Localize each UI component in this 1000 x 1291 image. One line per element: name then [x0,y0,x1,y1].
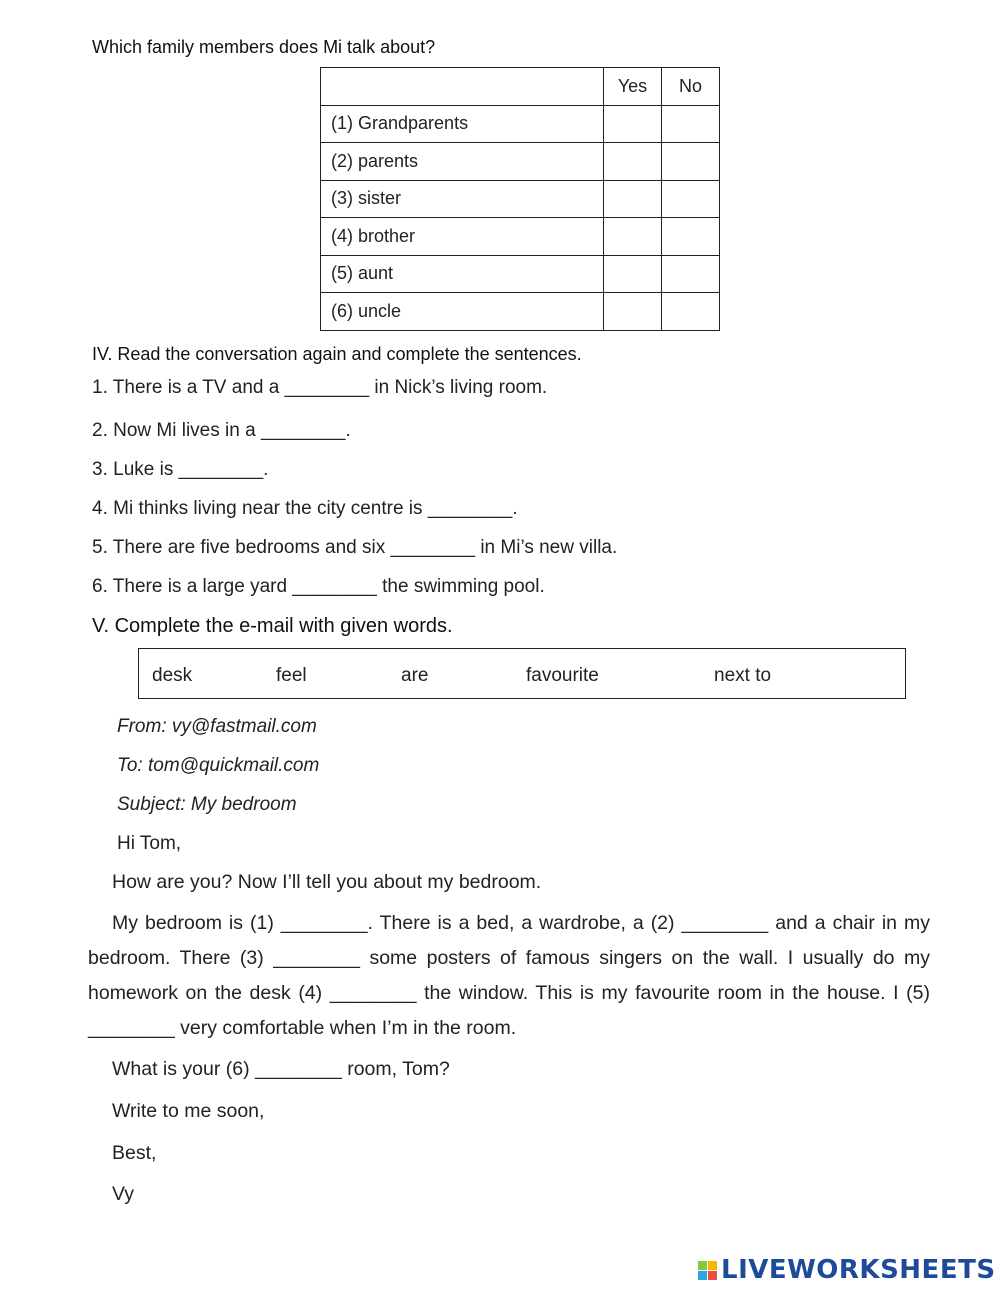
row-label: (2) parents [321,143,604,181]
email-to: To: tom@quickmail.com [117,755,320,776]
yes-cell[interactable] [604,218,662,256]
word-are: are [401,665,429,686]
row-label: (3) sister [321,180,604,218]
no-cell[interactable] [662,293,720,331]
no-cell[interactable] [662,143,720,181]
no-cell[interactable] [662,180,720,218]
email-closing2: Best, [112,1142,157,1164]
section5-title: V. Complete the e-mail with given words. [92,615,453,637]
table-row [321,218,720,256]
family-question: Which family members does Mi talk about? [92,37,436,57]
word-desk: desk [152,665,193,686]
header-cell-blank [321,68,604,106]
sentence-4: 4. Mi thinks living near the city centre is ________. [92,498,518,519]
email-subject: Subject: My bedroom [117,794,297,815]
word-box [138,648,906,699]
header-cell-yes: Yes [604,68,662,106]
section4-title: IV. Read the conversation again and complete the sentences. [92,344,582,364]
table-header-row [321,68,720,106]
word-favourite: favourite [526,665,599,686]
table-row [321,143,720,181]
email-question: What is your (6) ________ room, Tom? [112,1058,450,1080]
no-cell[interactable] [662,218,720,256]
word-feel: feel [276,665,307,686]
email-paragraph [88,906,930,1046]
row-label: (6) uncle [321,293,604,331]
logo-text: LIVEWORKSHEETS [721,1255,996,1285]
liveworksheets-logo-icon [698,1261,717,1280]
email-signature: Vy [112,1183,135,1205]
no-cell[interactable] [662,105,720,143]
table-row [321,105,720,143]
yes-cell[interactable] [604,180,662,218]
liveworksheets-logo [698,1253,996,1287]
sentence-2: 2. Now Mi lives in a ________. [92,420,351,441]
yes-cell[interactable] [604,105,662,143]
yes-cell[interactable] [604,143,662,181]
yes-cell[interactable] [604,293,662,331]
word-next-to: next to [714,665,772,686]
email-greeting: Hi Tom, [117,833,182,854]
email-line1: How are you? Now I’ll tell you about my bedroom. [112,871,542,893]
header-cell-no: No [662,68,720,106]
sentence-6: 6. There is a large yard ________ the swimming pool. [92,576,545,597]
email-from: From: vy@fastmail.com [117,716,317,737]
family-table [320,67,720,331]
email-closing1: Write to me soon, [112,1100,265,1122]
sentence-5: 5. There are five bedrooms and six ________ in Mi’s new villa. [92,537,618,558]
sentence-3: 3. Luke is ________. [92,459,269,480]
email-paragraph-text: My bedroom is (1) ________. There is a bed, a wardrobe, a (2) ________ and a chair in my bedroom. There (3) ________ some posters of famous singers on the wall. I usually do my homework on the desk (4) ________ the window. This is my favourite room in the house. I (5) ________ very comfortable when I’m in the room. [88,912,930,1039]
table-row [321,180,720,218]
yes-cell[interactable] [604,255,662,293]
sentence-1: 1. There is a TV and a ________ in Nick’s living room. [92,377,548,398]
table-row [321,293,720,331]
row-label: (5) aunt [321,255,604,293]
row-label: (1) Grandparents [321,105,604,143]
row-label: (4) brother [321,218,604,256]
table-row [321,255,720,293]
no-cell[interactable] [662,255,720,293]
